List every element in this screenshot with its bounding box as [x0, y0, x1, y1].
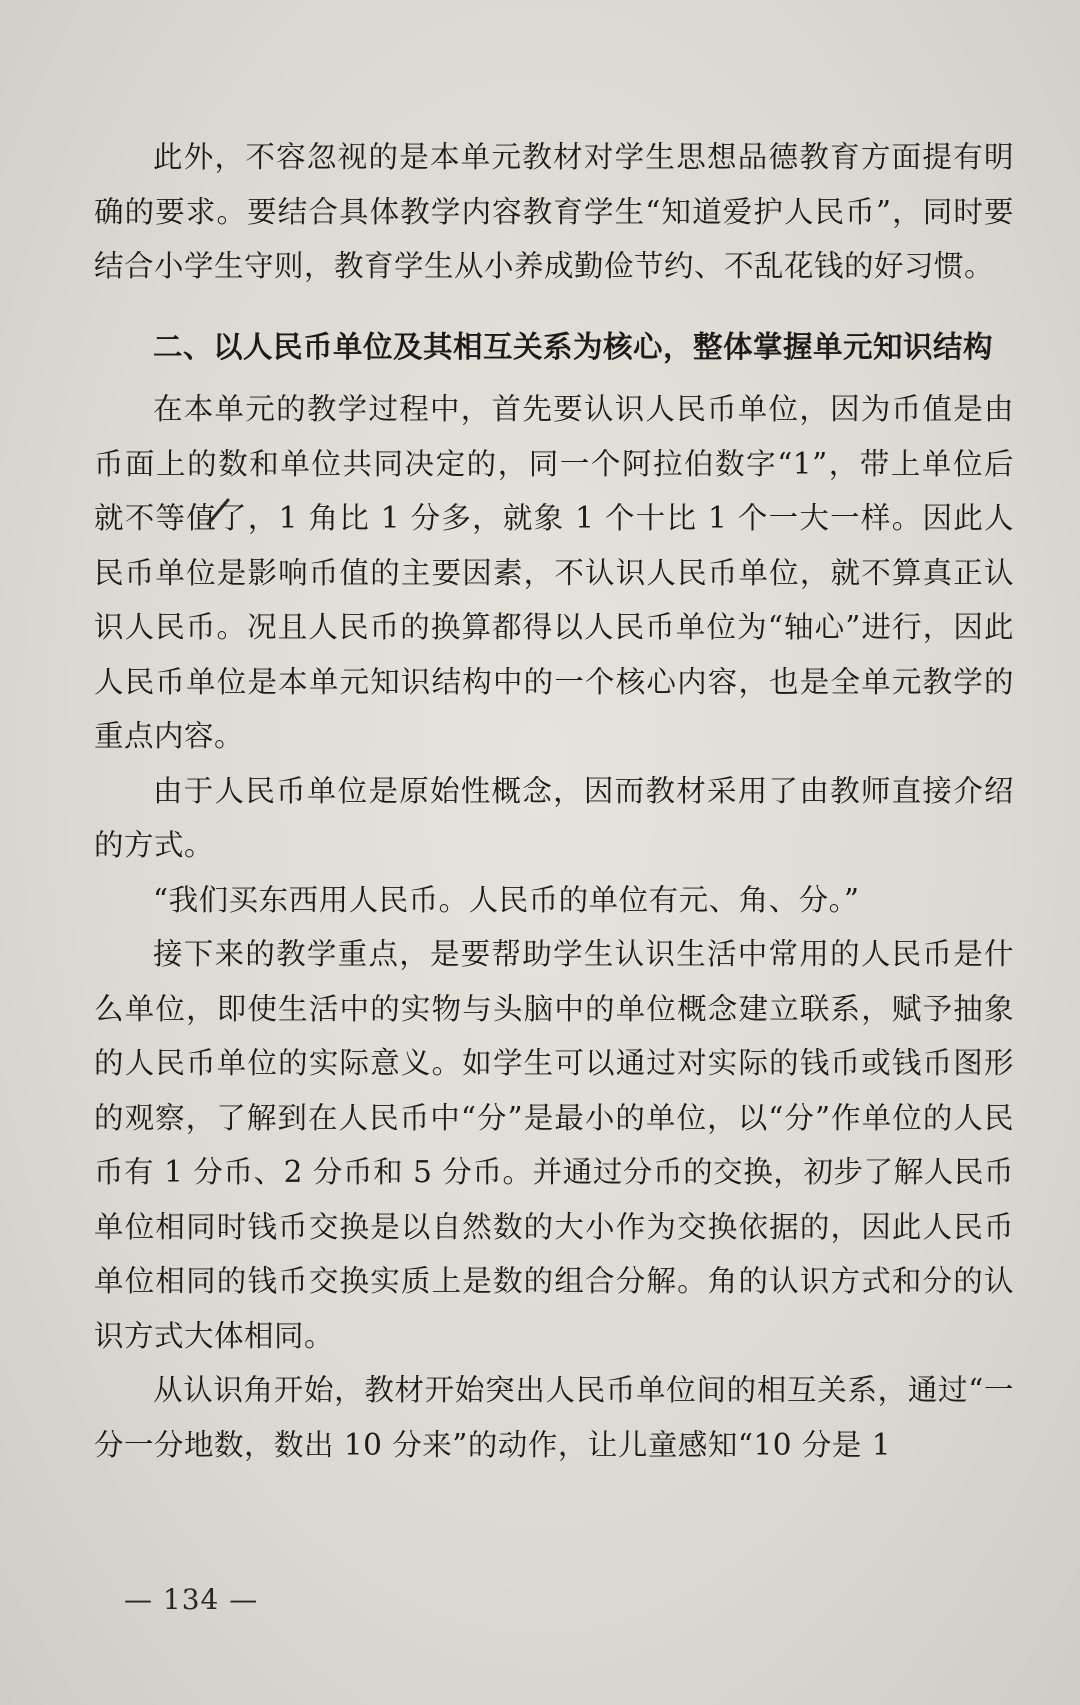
paragraph-currency-units: 在本单元的教学过程中，首先要认识人民币单位，因为币值是由币面上的数和单位共同决定的，同一个阿拉伯数字“1”，带上单位后就不等值了，1 角比 1 分多，就象 1 个十比 1 个一大一样。因此人民币单位是影响币值的主要因素，不认识人民币单位，就不算真正认识人民币。况且人民币的换算都得以人民币单位为“轴心”进行，因此人民币单位是本单元知识结构中的一个核心内容，也是全单元教学的重点内容。 — [94, 392, 1014, 753]
page-text-block — [94, 130, 1014, 1472]
paragraph-moral-education: 此外，不容忽视的是本单元教材对学生思想品德教育方面提有明确的要求。要结合具体教学内容教育学生“知道爱护人民币”，同时要结合小学生守则，教育学生从小养成勤俭节约、不乱花钱的好习惯。 — [94, 140, 1014, 283]
section-heading: 二、以人民币单位及其相互关系为核心，整体掌握单元知识结构 — [153, 329, 994, 364]
paragraph-jiao-relationship: 从认识角开始，教材开始突出人民币单位间的相互关系，通过“一分一分地数，数出 10 分来”的动作，让儿童感知“10 分是 1 — [94, 1373, 1014, 1462]
paragraph-teacher-introduction: 由于人民币单位是原始性概念，因而教材采用了由教师直接介绍的方式。 — [94, 773, 1014, 862]
page-number: — 134 — — [124, 1583, 259, 1616]
paragraph-teaching-focus: 接下来的教学重点，是要帮助学生认识生活中常用的人民币是什么单位，即使生活中的实物与头脑中的单位概念建立联系，赋予抽象的人民币单位的实际意义。如学生可以通过对实际的钱币或钱币图形的观察，了解到在人民币中“分”是最小的单位，以“分”作单位的人民币有 1 分币、2 分币和 5 分币。并通过分币的交换，初步了解人民币单位相同时钱币交换是以自然数的大小作为交换依据的，因此人民币单位相同的钱币交换实质上是数的组合分解。角的认识方式和分的认识方式大体相同。 — [94, 937, 1014, 1353]
paragraph-quote: “我们买东西用人民币。人民币的单位有元、角、分。” — [153, 882, 860, 917]
pencil-mark-icon — [204, 497, 232, 527]
